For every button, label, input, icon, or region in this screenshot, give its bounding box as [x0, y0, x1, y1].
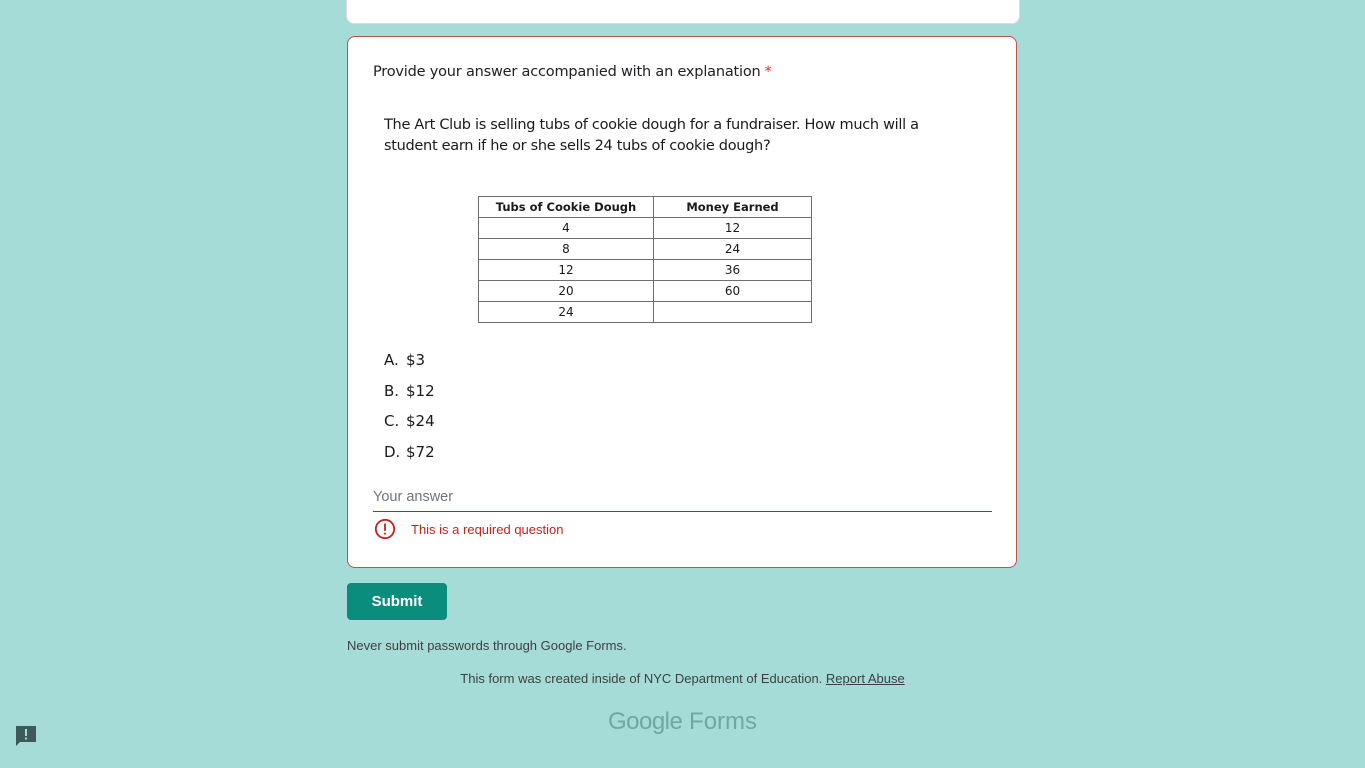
- table-cell: 24: [654, 239, 812, 260]
- choice-b: [384, 376, 435, 407]
- table-cell: 12: [479, 260, 654, 281]
- answer-choices: [384, 345, 435, 467]
- table-cell: 8: [479, 239, 654, 260]
- password-warning: Never submit passwords through Google Forms.: [347, 638, 627, 653]
- required-marker: *: [764, 64, 772, 80]
- question-card: [347, 36, 1017, 568]
- choice-a: [384, 345, 435, 376]
- table-row: [479, 302, 812, 323]
- choice-c: [384, 406, 435, 437]
- choice-value: $24: [406, 412, 435, 430]
- google-forms-logo[interactable]: [0, 708, 1365, 736]
- error-icon: [374, 518, 396, 540]
- previous-question-card: [346, 0, 1020, 24]
- choice-value: $12: [406, 381, 435, 400]
- table-cell: 24: [479, 302, 654, 323]
- choice-letter: B.: [384, 381, 400, 400]
- submit-button[interactable]: Submit: [347, 583, 447, 620]
- table-row: [479, 260, 812, 281]
- table-cell: 60: [654, 281, 812, 302]
- table-cell: 36: [654, 260, 812, 281]
- table-cell: 12: [654, 218, 812, 239]
- footer-text: This form was created inside of NYC Department of Education.: [460, 671, 823, 686]
- answer-input[interactable]: [373, 483, 992, 512]
- table-row: [479, 218, 812, 239]
- feedback-icon[interactable]: [14, 724, 38, 748]
- choice-value: $72: [406, 442, 435, 461]
- table-cell: 20: [479, 281, 654, 302]
- question-title-text: Provide your answer accompanied with an explanation: [373, 64, 761, 80]
- table-cell: 4: [479, 218, 654, 239]
- forms-logo-text: Forms: [689, 708, 758, 735]
- error-text: This is a required question: [411, 521, 564, 537]
- footer: [0, 671, 1365, 686]
- table-row: [479, 281, 812, 302]
- table-cell: [654, 302, 812, 323]
- problem-text: The Art Club is selling tubs of cookie dough for a fundraiser. How much will a student earn if he or she sells 24 tubs of cookie dough?: [384, 117, 919, 154]
- cookie-dough-table: [478, 196, 812, 323]
- question-title: [373, 64, 772, 80]
- choice-letter: C.: [384, 412, 400, 430]
- error-message: [374, 518, 563, 540]
- choice-letter: A.: [384, 351, 399, 369]
- choice-value: $3: [406, 351, 426, 369]
- table-header-money: Money Earned: [654, 197, 812, 218]
- table-row: [479, 239, 812, 260]
- google-logo-text: Google: [607, 708, 683, 735]
- table-header-row: [479, 197, 812, 218]
- table-header-tubs: Tubs of Cookie Dough: [479, 197, 654, 218]
- choice-d: [384, 437, 435, 468]
- choice-letter: D.: [384, 442, 401, 461]
- question-image: [373, 109, 973, 469]
- report-abuse-link[interactable]: Report Abuse: [825, 671, 905, 686]
